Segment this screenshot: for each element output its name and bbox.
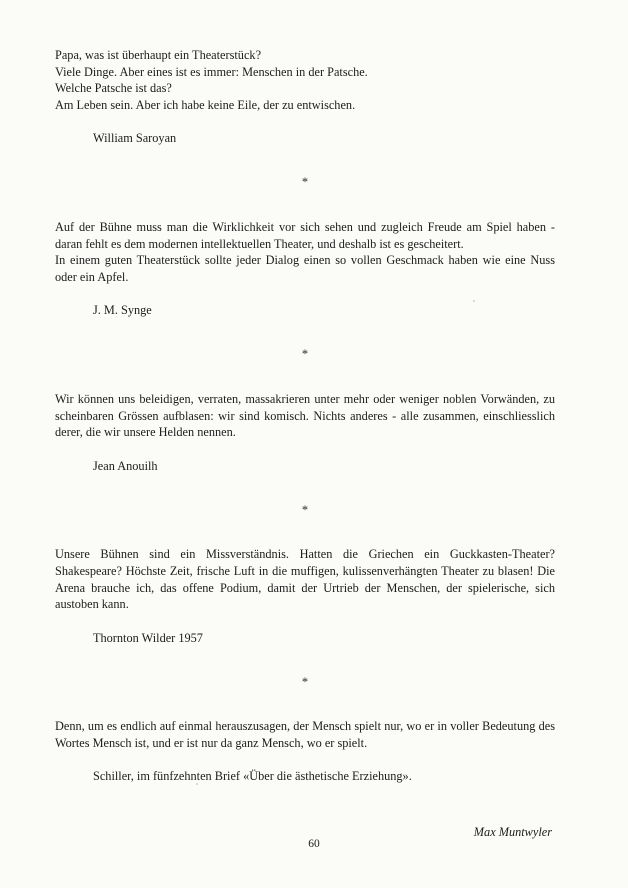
quote-line: Am Leben sein. Aber ich habe keine Eile, der zu entwischen. xyxy=(55,97,356,112)
quote-line: Welche Patsche ist das? xyxy=(55,81,172,96)
quote-attribution: Jean Anouilh xyxy=(93,458,158,473)
author-signature: Max Muntwyler xyxy=(473,825,552,840)
quote-line: Wir können uns beleidigen, verraten, massakrieren unter mehr oder weniger noblen Vorwänden, zu scheinbaren Grössen aufblasen: wir sind komisch. Nichts anderes - alle zusammen, einschliesslich derer, die wir unsere Helden nennen. xyxy=(55,391,555,440)
quote-line: Unsere Bühnen sind ein Missverständnis. Hatten die Griechen ein Guckkasten-Theater? Shakespeare? Höchste Zeit, frische Luft in die muffigen, kulissenverhängten Theater zu blasen! Die Arena brauche ich, das offene Podium, damit der Urtrieb der Menschen, der spielerische, sich austoben kann. xyxy=(55,547,555,612)
quote-block xyxy=(55,47,555,147)
quote-block xyxy=(55,391,555,474)
separator-asterisk: * xyxy=(301,502,309,517)
quote-block xyxy=(55,718,555,785)
quote-attribution: Thornton Wilder 1957 xyxy=(93,630,203,645)
page-number: 60 xyxy=(308,838,320,850)
quote-block xyxy=(55,546,555,646)
page-body xyxy=(55,47,555,840)
separator-asterisk: * xyxy=(301,347,309,362)
quote-block xyxy=(55,219,555,319)
quote-line: Viele Dinge. Aber eines ist es immer: Menschen in der Patsche. xyxy=(55,64,368,79)
quote-attribution: Schiller, im fünfzehnten Brief «Über die ästhetische Erziehung». xyxy=(93,769,412,784)
quote-line: In einem guten Theaterstück sollte jeder Dialog einen so vollen Geschmack haben wie eine Nuss oder ein Apfel. xyxy=(55,253,555,284)
separator-asterisk: * xyxy=(301,175,309,190)
quote-line: Auf der Bühne muss man die Wirklichkeit vor sich sehen und zugleich Freude am Spiel haben - daran fehlt es dem modernen intellektuellen Theater, und deshalb ist es gescheitert. xyxy=(55,219,555,251)
quote-attribution: William Saroyan xyxy=(93,131,177,146)
quote-attribution: J. M. Synge xyxy=(93,303,152,318)
quote-line: Denn, um es endlich auf einmal herauszusagen, der Mensch spielt nur, wo er in voller Bedeutung des Wortes Mensch ist, und er ist nur da ganz Mensch, wo er spielt. xyxy=(55,719,555,750)
separator-asterisk: * xyxy=(301,674,309,689)
quote-line: Papa, was ist überhaupt ein Theaterstück? xyxy=(55,48,262,62)
